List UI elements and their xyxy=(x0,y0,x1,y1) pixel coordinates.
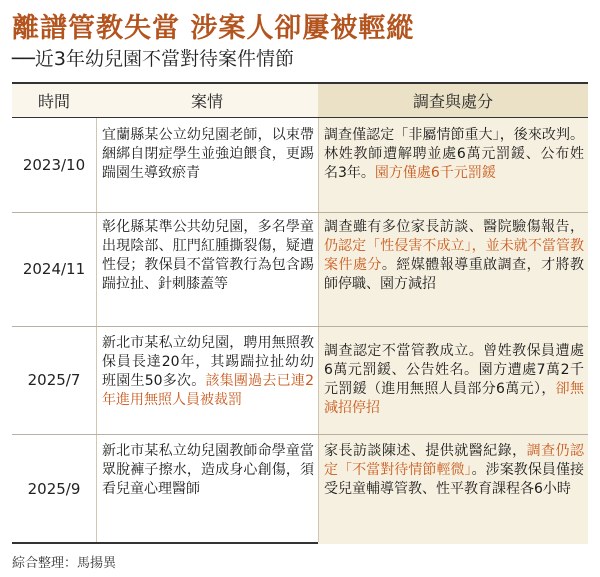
investigation-highlight: 卻無減招停招 xyxy=(324,381,585,416)
row-case: 宜蘭縣某公立幼兒園老師，以束帶綑綁自閉症學生並強迫餵食，更踢踹園生導致瘀青 xyxy=(102,127,314,181)
case-highlight: 該集團過去已連2年進用無照人員被裁罰 xyxy=(102,373,314,408)
investigation-text: 調查雖有多位家長訪談、醫院驗傷報告， xyxy=(324,219,584,235)
investigation-text: 家長訪談陳述、提供就醫紀錄， xyxy=(324,443,527,459)
row-time: 2025/9 xyxy=(27,480,81,498)
row-time: 2025/7 xyxy=(27,371,81,389)
investigation-tail: 。經媒體報導重啟調查，才將教師停職、園方減招 xyxy=(324,257,585,292)
row-divider xyxy=(12,434,588,435)
investigation-tail: 。涉案教保員僅接受兒童輔導管教、性平教育課程各6小時 xyxy=(324,462,585,497)
investigation-text: 調查僅認定「非屬情節重大」，後來改判。林姓教師遭解聘並處6萬元罰鍰、公布姓名3年。 xyxy=(324,127,584,181)
row-time: 2023/10 xyxy=(22,156,86,174)
page-subtitle: ──近3年幼兒園不當對待案件情節 xyxy=(12,48,294,70)
investigation-highlight: 調查仍認定「不當對待情節輕微」 xyxy=(324,443,585,478)
row-divider xyxy=(12,326,588,327)
row-time: 2024/11 xyxy=(22,260,86,278)
investigation-text: 調查認定不當管教成立。曾姓教保員遭處6萬元罰鍰、公告姓名。園方遭處7萬2千元罰鍰（進用無照人員部分6萬元）， xyxy=(324,343,584,397)
header-time: 時間 xyxy=(12,84,96,118)
row-investigation xyxy=(324,218,584,294)
column-divider xyxy=(318,118,319,542)
row-case: 彰化縣某準公共幼兒園，多名學童出現陰部、肛門紅腫撕裂傷，疑遭性侵；教保員不當管教行為包含踢踹拉扯、針刺膝蓋等 xyxy=(102,219,314,292)
row-case xyxy=(102,334,314,410)
row-investigation xyxy=(324,342,584,418)
case-text: 新北市某私立幼兒園，聘用無照教保員長達20年，其踢踹拉扯幼幼班園生50多次。 xyxy=(102,335,314,389)
page-title: 離譜管教失當 涉案人卻屢被輕縱 xyxy=(12,13,415,44)
row-divider xyxy=(12,212,588,213)
cases-table xyxy=(12,82,588,544)
header-case: 案情 xyxy=(96,84,318,118)
investigation-highlight: 園方僅處6千元罰鍰 xyxy=(374,165,496,181)
investigation-highlight: 仍認定「性侵害不成立」，並未就不當管教案件處分 xyxy=(324,238,584,273)
column-divider xyxy=(96,118,97,542)
header-investigation: 調查與處分 xyxy=(318,84,588,118)
source-credit: 綜合整理：馬揚異 xyxy=(12,556,117,571)
row-case: 新北市某私立幼兒園教師命學童當眾脫褲子擦水，造成身心創傷，須看兒童心理醫師 xyxy=(102,443,314,497)
row-investigation xyxy=(324,126,584,183)
row-investigation xyxy=(324,442,584,499)
